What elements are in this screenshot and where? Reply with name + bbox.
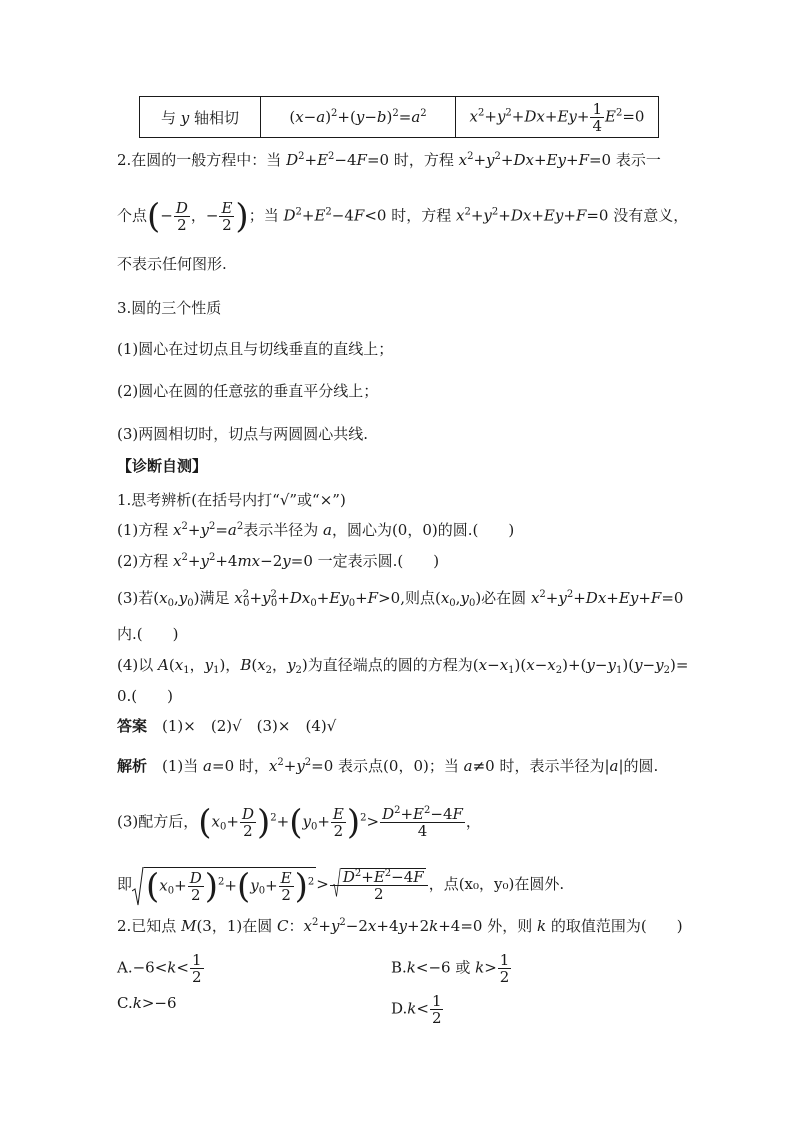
- circle-property-1: (1)圆心在过切点且与切线垂直的直线上；: [117, 340, 394, 358]
- answer-line: [117, 716, 336, 736]
- general-equation-note-line3: 不表示任何图形.: [117, 255, 227, 273]
- analysis-line-1: 解析 (1)当 a=0 时，$x^2+y^2=0$ 表示点(0，0)；当 a≠0 时，表示半径为|a|的圆.: [117, 757, 659, 775]
- answer-label: 答案: [117, 717, 148, 735]
- q2-option-d: D.k< $\frac{1}{2}$: [391, 992, 442, 1027]
- analysis-3b-prefix: 即: [117, 875, 133, 893]
- q2-option-a: A.−6<k< $\frac{1}{2}$: [117, 951, 202, 986]
- q1-title: 1.思考辨析(在括号内打“√”或“×”): [117, 491, 346, 509]
- table-cell-condition: [140, 97, 261, 138]
- diagnostic-header: 【诊断自测】: [117, 457, 208, 475]
- q1-item-1: (1)方程 $x^2+y^2=a^2$表示半径为 a，圆心为(0，0)的圆.( ): [117, 521, 515, 539]
- q1-item-4-line2: 0.( ): [117, 687, 174, 705]
- circle-property-2: (2)圆心在圆的任意弦的垂直平分线上；: [117, 382, 379, 400]
- circle-property-3: (3)两圆相切时，切点与两圆圆心共线.: [117, 425, 369, 443]
- circle-position-table: [139, 96, 659, 138]
- general-equation-note-line2: 个点(− $\frac{D}{2}$ ，− $\frac{E}{2}$ )；当 $D^2+E^2-4F<0$ 时，方程 $x^2+y^2+Dx+Ey+F=0$ 没有意义，: [117, 196, 689, 237]
- answer-text: (1)× (2)√ (3)× (4)√: [162, 717, 337, 735]
- radical-sign-icon: [332, 868, 341, 898]
- table-row: [140, 97, 659, 138]
- q2-stem: 2.已知点 M(3，1)在圆 C：$x^2+y^2-2x+4y+2k+4=0$ 外，则 k 的取值范围为( ): [117, 917, 683, 935]
- q2-option-c: C.k>−6: [117, 994, 177, 1012]
- analysis-line-3b: 即 ($x_0+$ $\frac{D}{2}$ )$^2+(y_0+$ $\frac{E}{2}$ )$^2$ > $\frac{D^2+E^2-4F}{2}$ ，点(x₀，y₀)在圆外.: [117, 866, 565, 907]
- q1-item-3-line2: 内.( ): [117, 625, 179, 643]
- q1-item-4-line1: (4)以 $A(x_1$，$y_1$)，$B(x_2$，$y_2$)为直径端点的圆的方程为$(x-x_1)(x-x_2)+(y-y_1)(y-y_2)=$: [117, 656, 689, 676]
- tangent-y-axis-label: 与 y 轴相切: [160, 108, 240, 127]
- q1-item-3-line1: (3)若$(x_0,y_0)$满足 $x^2_0+y^2_0+Dx_0+Ey_0+F>0$,则点$(x_0,y_0)$必在圆 $x^2+y^2+Dx+Ey+F=0$: [117, 589, 684, 609]
- circle-properties-title: 3.圆的三个性质: [117, 299, 222, 317]
- q2-option-b: B.k<−6 或 k> $\frac{1}{2}$: [391, 951, 510, 986]
- sqrt-expression-left: ($x_0+$ $\frac{D}{2}$ )$^2+(y_0+$ $\frac{E}{2}$ )$^2$: [132, 867, 316, 903]
- analysis-3-prefix: (3)配方后，: [117, 812, 199, 831]
- general-equation-note-line1: 2.在圆的一般方程中：当 $D^2+E^2-4F=0$ 时，方程 $x^2+y^2+Dx+Ey+F=0$ 表示一: [117, 151, 661, 169]
- table-cell-standard-equation: $(x-a)^2+(y-b)^2=a^2$: [261, 97, 456, 138]
- sqrt-expression-right: $D^2+E^2-4F$: [332, 868, 426, 885]
- analysis-3b-suffix: ，点(x₀，y₀)在圆外.: [428, 875, 565, 893]
- radical-sign-icon: [132, 867, 144, 907]
- table-cell-general-equation: $x^2+y^2+Dx+Ey+$ $\frac{1}{4}$ $E^2=0$: [456, 97, 659, 138]
- q1-item-2: (2)方程 $x^2+y^2+4mx-2y=0$ 一定表示圆.( ): [117, 552, 440, 570]
- analysis-line-3: (3)配方后，($x_0+$ $\frac{D}{2}$ )$^2+(y_0+$ $\frac{E}{2}$ )$^2$> $\frac{D^2+E^2-4F}{4}$ ，: [117, 802, 481, 843]
- analysis-label: 解析: [117, 757, 148, 775]
